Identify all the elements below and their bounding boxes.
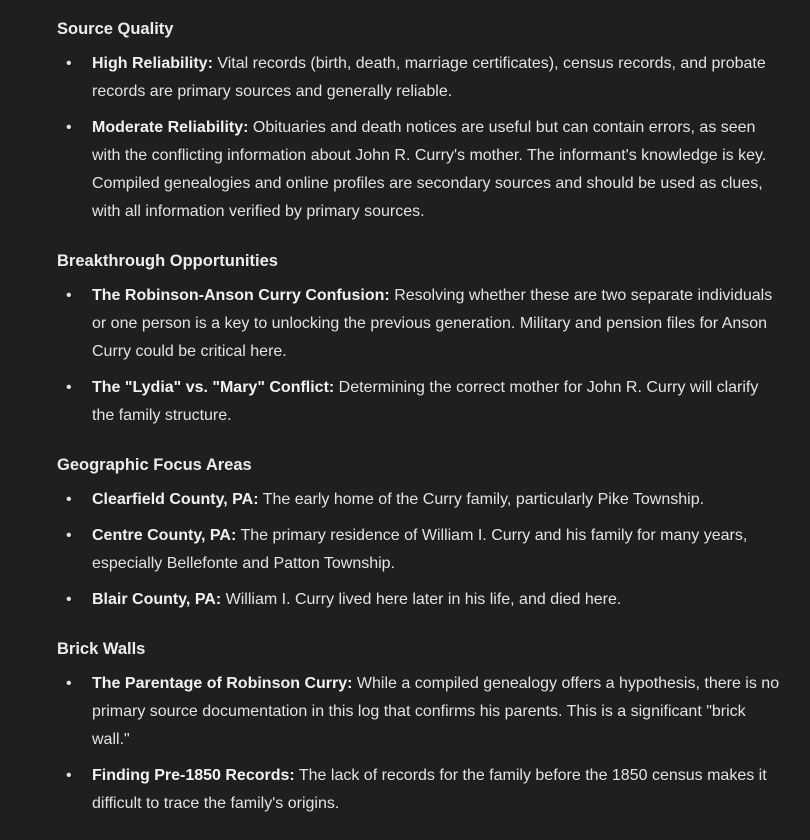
bullet-icon: • xyxy=(66,767,72,784)
list-item xyxy=(57,762,780,818)
list-item-term: Moderate Reliability: xyxy=(92,119,249,136)
list-item-text: The early home of the Curry family, particularly Pike Township. xyxy=(258,491,705,508)
list-item-term: Centre County, PA: xyxy=(92,527,237,544)
list-item xyxy=(57,586,780,614)
bullet-icon: • xyxy=(66,379,72,396)
list-item-text: The lack of records for the family before the 1850 census makes it difficult to trace the family's origins. xyxy=(92,767,767,812)
bullet-list xyxy=(57,486,780,614)
list-item xyxy=(57,50,780,106)
bullet-icon: • xyxy=(66,527,72,544)
list-item-text: Obituaries and death notices are useful but can contain errors, as seen with the conflicting information about John R. Curry's mother. The informant's knowledge is key. Compiled genealogies and online profiles are secondary sources and should be used as clues, with all information verified by primary sources. xyxy=(92,119,767,220)
list-item xyxy=(57,670,780,754)
list-item-text: Resolving whether these are two separate individuals or one person is a key to unlocking the previous generation. Military and pension files for Anson Curry could be critical here. xyxy=(92,287,773,360)
bullet-list xyxy=(57,670,780,818)
list-item xyxy=(57,114,780,226)
section-source-quality xyxy=(57,16,780,226)
list-item-term: Blair County, PA: xyxy=(92,591,222,608)
section-heading: Brick Walls xyxy=(57,640,146,658)
list-item-text: William I. Curry lived here later in his life, and died here. xyxy=(221,591,622,608)
bullet-list xyxy=(57,282,780,430)
bullet-icon: • xyxy=(66,119,72,136)
section-heading: Geographic Focus Areas xyxy=(57,456,252,474)
list-item-term: High Reliability: xyxy=(92,55,213,72)
list-item-text: Determining the correct mother for John R. Curry will clarify the family structure. xyxy=(92,379,759,424)
list-item-text: Vital records (birth, death, marriage certificates), census records, and probate records are primary sources and generally reliable. xyxy=(92,55,766,100)
list-item-text: While a compiled genealogy offers a hypothesis, there is no primary source documentation in this log that confirms his parents. This is a significant "brick wall." xyxy=(92,675,780,748)
list-item xyxy=(57,522,780,578)
section-geographic-focus-areas xyxy=(57,452,780,614)
list-item xyxy=(57,486,780,514)
section-heading: Breakthrough Opportunities xyxy=(57,252,278,270)
list-item-term: Clearfield County, PA: xyxy=(92,491,259,508)
bullet-icon: • xyxy=(66,287,72,304)
list-item-term: The Robinson-Anson Curry Confusion: xyxy=(92,287,390,304)
list-item-term: The Parentage of Robinson Curry: xyxy=(92,675,353,692)
section-brick-walls xyxy=(57,636,780,818)
list-item xyxy=(57,374,780,430)
list-item-term: The "Lydia" vs. "Mary" Conflict: xyxy=(92,379,335,396)
bullet-icon: • xyxy=(66,491,72,508)
bullet-icon: • xyxy=(66,55,72,72)
bullet-icon: • xyxy=(66,591,72,608)
section-heading: Source Quality xyxy=(57,20,174,38)
list-item-term: Finding Pre-1850 Records: xyxy=(92,767,295,784)
list-item-text: The primary residence of William I. Curry and his family for many years, especially Bellefonte and Patton Township. xyxy=(92,527,748,572)
list-item xyxy=(57,282,780,366)
bullet-list xyxy=(57,50,780,226)
bullet-icon: • xyxy=(66,675,72,692)
section-breakthrough-opportunities xyxy=(57,248,780,430)
